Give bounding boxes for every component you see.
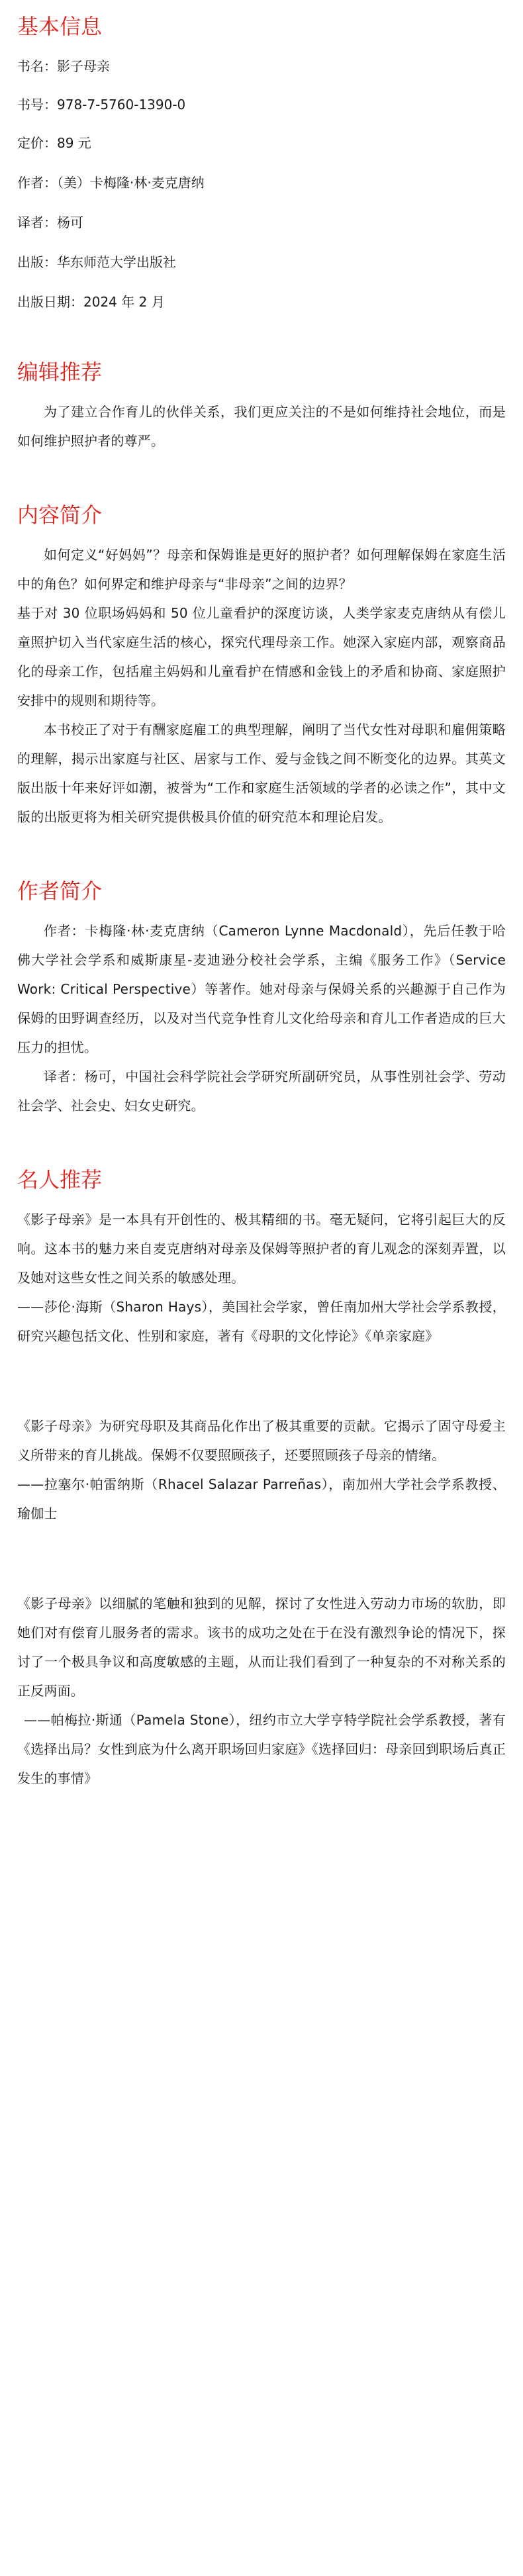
author-line: 作者：（美）卡梅隆·林·麦克唐纳 (17, 175, 205, 191)
recommendation-text: 《影子母亲》是一本具有开创性的、极其精细的书。毫无疑问，它将引起巨大的反响。这本书的魅力来自麦克唐纳对母亲及保姆等照护者的育儿观念的深刻弄置，以及她对这些女性之间关系的敏感处理。 (17, 1212, 506, 1286)
recommendation-source: ——莎伦·海斯（Sharon Hays），美国社会学家，曾任南加州大学社会学系教授，研究兴趣包括文化、性别和家庭，著有《母职的文化悖论》《单亲家庭》 (17, 1299, 506, 1344)
editor-paragraph: 为了建立合作育儿的伙伴关系，我们更应关注的不是如何维持社会地位，而是如何维护照护者的尊严。 (17, 404, 506, 449)
section-title-summary: 内容简介 (17, 502, 103, 528)
recommendation-text: 《影子母亲》为研究母职及其商品化作出了极其重要的贡献。它揭示了固守母爱主义所带来的育儿挑战。保姆不仅要照顾孩子，还要照顾孩子母亲的情绪。 (17, 1418, 506, 1463)
recommendation-text: 《影子母亲》以细腻的笔触和独到的见解，探讨了女性进入劳动力市场的软肋，即她们对有偿育儿服务者的需求。该书的成功之处在于在没有激烈争论的情况下，探讨了一个极具争议和高度敏感的主题，从而让我们看到了一种复杂的不对称关系的正反两面。 (17, 1596, 506, 1699)
price: 定价：89 元 (17, 135, 91, 151)
isbn: 书号：978-7-5760-1390-0 (17, 97, 186, 113)
pub-date-line: 出版日期：2024 年 2 月 (17, 294, 165, 310)
editor-section (17, 358, 506, 455)
basic-info-section (17, 0, 506, 311)
translator-line: 译者：杨可 (17, 215, 83, 230)
summary-paragraph-3: 本书校正了对于有酬家庭雇工的典型理解，阐明了当代女性对母职和雇佣策略的理解，揭示出家庭与社区、居家与工作、爱与金钱之间不断变化的边界。其英文版出版十年来好评如潮，被誉为“工作和家庭生活领域的学者的必读之作”，其中文版的出版更将为相关研究提供极具价值的研究范本和理论启发。 (17, 722, 506, 825)
recommend-section (17, 1165, 506, 1793)
recommendation-source: ——帕梅拉·斯通（Pamela Stone），纽约市立大学亨特学院社会学系教授，著有《选择出局？女性到底为什么离开职场回归家庭》《选择回归：母亲回到职场后真正发生的事情》 (17, 1712, 506, 1786)
summary-paragraph-2: 基于对 30 位职场妈妈和 50 位儿童看护的深度访谈，人类学家麦克唐纳从有偿儿童照护切入当代家庭生活的核心，探究代理母亲工作。她深入家庭内部，观察商品化的母亲工作，包括雇主妈妈和儿童看护在情感和金钱上的矛盾和协商、家庭照护安排中的规则和期待等。 (17, 605, 506, 708)
recommendation-source: ——拉塞尔·帕雷纳斯（Rhacel Salazar Parreñas），南加州大学社会学系教授、瑜伽士 (17, 1476, 506, 1521)
author-section (17, 877, 506, 1120)
recommendation-1 (17, 1205, 506, 1351)
translator-paragraph: 译者：杨可，中国社会科学院社会学研究所副研究员，从事性别社会学、劳动社会学、社会史、妇女史研究。 (17, 1069, 506, 1114)
summary-section (17, 501, 506, 832)
author-paragraph: 作者：卡梅隆·林·麦克唐纳（Cameron Lynne Macdonald），先后任教于哈佛大学社会学系和威斯康星-麦迪逊分校社会学系，主编《服务工作》（Service Work: Critical Perspective）等著作。她对母亲与保姆关系的兴趣源于自己作为保姆的田野调查经历，以及对当代竞争性育儿文化给母亲和育儿工作者造成的巨大压力的担忧。 (17, 923, 506, 1055)
section-title-recommend: 名人推荐 (17, 1167, 103, 1192)
book-name: 书名：影子母亲 (17, 58, 110, 74)
section-title-basic-info: 基本信息 (17, 14, 103, 39)
recommendation-2 (17, 1411, 506, 1528)
section-title-author: 作者简介 (17, 879, 103, 904)
recommendation-3 (17, 1589, 506, 1793)
summary-paragraph-1: 如何定义“好妈妈”？母亲和保姆谁是更好的照护者？如何理解保姆在家庭生活中的角色？如何界定和维护母亲与“非母亲”之间的边界？ (17, 547, 506, 592)
section-title-editor: 编辑推荐 (17, 359, 103, 385)
publisher-line: 出版：华东师范大学出版社 (17, 254, 176, 270)
